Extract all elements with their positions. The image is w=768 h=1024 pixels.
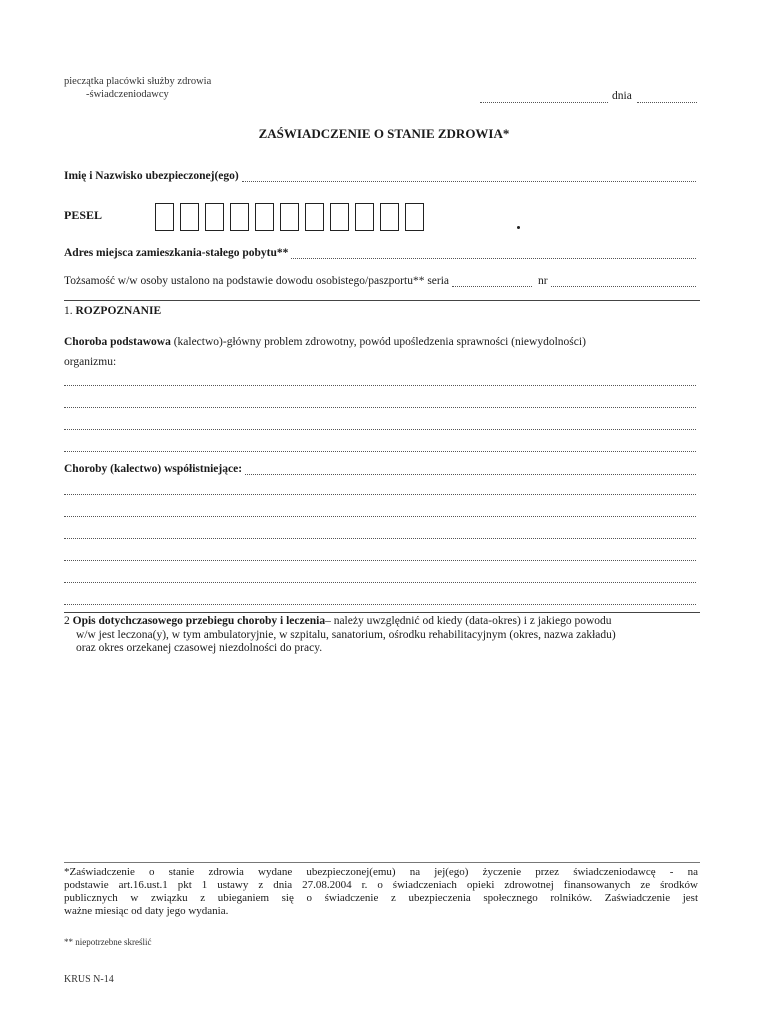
footnote-line3: publicznych w związku z ubieganiem się o świadczenie z ubezpieczenia społecznego rolników. Zaświadczenie jest	[64, 892, 698, 904]
pesel-digit-box[interactable]	[180, 203, 199, 231]
section1-title: ROZPOZNANIE	[75, 305, 162, 317]
pesel-end-dot	[517, 226, 520, 229]
main-disease-line2: organizmu:	[64, 356, 117, 368]
pesel-digit-box[interactable]	[355, 203, 374, 231]
pesel-digit-box[interactable]	[305, 203, 324, 231]
name-field[interactable]	[242, 171, 696, 182]
pesel-digit-box[interactable]	[405, 203, 424, 231]
pesel-boxes	[155, 203, 424, 231]
address-row	[64, 247, 696, 259]
coexisting-field-line[interactable]	[64, 516, 696, 517]
section1-number: 1.	[64, 305, 73, 317]
section1-heading	[64, 305, 161, 317]
coexisting-field-line[interactable]	[64, 494, 696, 495]
section2-line3: oraz okres orzekanej czasowej niezdolności do pracy.	[76, 642, 323, 654]
main-disease-label: Choroba podstawowa	[64, 336, 171, 348]
section2-number: 2	[64, 615, 70, 627]
coexisting-field[interactable]	[245, 464, 696, 475]
address-field[interactable]	[291, 248, 696, 259]
section2-title: Opis dotychczasowego przebiegu choroby i leczenia	[72, 615, 326, 627]
footnote	[64, 866, 698, 918]
pesel-digit-box[interactable]	[380, 203, 399, 231]
coexisting-row	[64, 463, 696, 475]
coexisting-field-line[interactable]	[64, 560, 696, 561]
pesel-digit-box[interactable]	[230, 203, 249, 231]
section2-writing-area[interactable]	[64, 660, 698, 850]
pesel-digit-box[interactable]	[155, 203, 174, 231]
footnote-line4: ważne miesiąc od daty jego wydania.	[64, 905, 229, 917]
pesel-digit-box[interactable]	[255, 203, 274, 231]
footnote-line2: podstawie art.16.ust.1 pkt 1 ustawy z dnia 27.08.2004 r. o świadczeniach opieki zdrowotnej finansowanych ze środków	[64, 879, 698, 891]
footnote-divider	[64, 862, 700, 863]
coexisting-field-line[interactable]	[64, 538, 696, 539]
section-divider	[64, 612, 700, 613]
document-title: ZAŚWIADCZENIE O STANIE ZDROWIA*	[258, 126, 510, 141]
main-disease-field-line[interactable]	[64, 451, 696, 452]
section2-text	[64, 615, 698, 656]
pesel-digit-box[interactable]	[330, 203, 349, 231]
identity-label: Tożsamość w/w osoby ustalono na podstawie dowodu osobistego/paszportu** seria	[64, 275, 450, 287]
identity-number-field[interactable]	[551, 276, 696, 287]
main-disease-description: (kalectwo)-główny problem zdrowotny, powód upośledzenia sprawności (niewydolności)	[170, 336, 586, 348]
place-field[interactable]	[480, 92, 608, 103]
pesel-label: PESEL	[64, 208, 103, 222]
identity-nr-label: nr	[538, 275, 548, 287]
name-row	[64, 170, 696, 182]
address-label: Adres miejsca zamieszkania-stałego pobytu**	[64, 247, 289, 259]
stamp-caption-line2: -świadczeniodawcy	[86, 89, 169, 100]
pesel-digit-box[interactable]	[280, 203, 299, 231]
section2-line2: w/w jest leczona(y), w tym ambulatoryjnie, w szpitalu, sanatorium, ośrodku rehabilitacyjnym (okres, nazwa zakładu)	[76, 628, 616, 641]
name-label: Imię i Nazwisko ubezpieczonej(ego)	[64, 170, 239, 182]
main-disease-text	[64, 336, 586, 348]
main-disease-field-line[interactable]	[64, 429, 696, 430]
date-label: dnia	[612, 90, 632, 102]
identity-row	[64, 275, 696, 287]
footnote-strike-note: ** niepotrzebne skreślić	[64, 937, 152, 947]
main-disease-field-line[interactable]	[64, 407, 696, 408]
coexisting-field-line[interactable]	[64, 582, 696, 583]
date-field[interactable]	[637, 92, 697, 103]
pesel-digit-box[interactable]	[205, 203, 224, 231]
coexisting-label: Choroby (kalectwo) współistniejące:	[64, 463, 243, 475]
section2-instruction: – należy uwzględnić od kiedy (data-okres) i z jakiego powodu	[325, 615, 612, 627]
form-code: KRUS N-14	[64, 974, 114, 985]
footnote-line1: *Zaświadczenie o stanie zdrowia wydane ubezpieczonej(emu) na jej(ego) życzenie przez świadczeniodawcę - na	[64, 866, 698, 878]
identity-series-field[interactable]	[452, 276, 532, 287]
coexisting-field-line[interactable]	[64, 604, 696, 605]
stamp-caption-line1: pieczątka placówki służby zdrowia	[64, 76, 212, 87]
section-divider	[64, 300, 700, 301]
main-disease-field-line[interactable]	[64, 385, 696, 386]
